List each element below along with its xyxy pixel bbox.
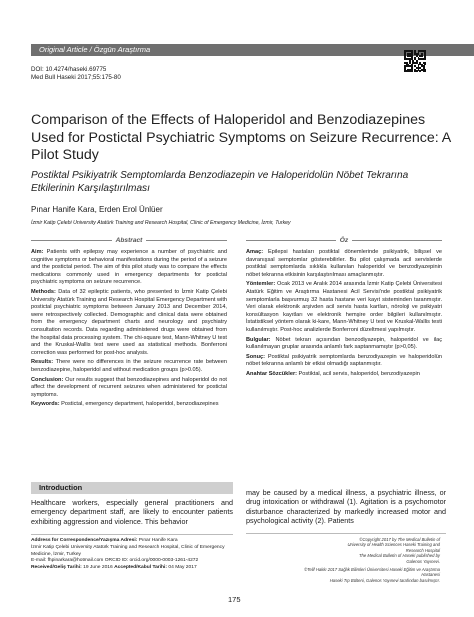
doi-text[interactable]: DOI: 10.4274/haseki.69775	[31, 66, 107, 73]
oz-amac	[246, 249, 442, 279]
introduction-heading-label: Introduction	[39, 483, 83, 492]
text: Nöbet tekrarı açısından benzodiyazepin, haloperidol ve ilaç kullanılmayan gruplar arasında anlamlı fark saptanmamıştır (p>0,05).	[246, 336, 442, 351]
value: 19 June 2016	[81, 565, 115, 571]
label: Amaç:	[246, 249, 264, 255]
correspondence-address: Medicine, İzmir, Turkey	[31, 551, 82, 557]
article-subtitle: Postiktal Psikiyatrik Semptomlarda Benzodiazepin ve Haloperidolün Nöbet Tekrarına Etkilerinin Karşılaştırılması	[31, 170, 409, 194]
journal-reference: Med Bull Haseki 2017;55:175-80	[31, 74, 121, 81]
name: Pınar Hanife Kara	[137, 538, 178, 543]
label: Yöntemler:	[246, 281, 276, 288]
abstract-heading	[31, 236, 227, 245]
oz-yontemler	[246, 281, 442, 334]
abstract-conclusion	[31, 377, 227, 400]
text: Data of 32 epileptic patients, who presented to İzmir Katip Çelebi University Atatürk Training and Research Hospital Emergency Department with postictal psychiatric symptoms between January 2013 and December 2014, were retrospectively collected. Demographic and clinical data were obtained from the emergency department charts and neurology and psychiatry consultation records. Data regarding administered drugs were obtained from the hospital data processing system. The chi-square test, Mann-Whitney U test and the Kruskal-Wallis test were used as statistical methods. Bonferroni correction was performed for post-hoc analysis.	[31, 288, 227, 356]
footnote-divider	[246, 533, 446, 534]
oz-anahtar	[246, 371, 442, 379]
dates-line	[31, 565, 246, 572]
text: Epilepsi hastaları postiktal dönemlerinde psikiyatrik, bilişsel ve davranışsal semptomlar gösterebilirler. Bu pilot çalışmada acil servislerde postiktal semptomlarda sıklıkla kullanılan haloperidol ve benzodiyazepinin nöbet tekrarına etkisinin karşılaştırılması amaçlanmıştır.	[246, 249, 442, 278]
oz-sonuc	[246, 354, 442, 369]
copyright-line: Haseki Tıp Bülteni, Galenos Yayınevi tarafından basılmıştır.	[329, 577, 440, 583]
copyright-line: ©Telif Hakkı 2017 Sağlık Bilimleri Üniversitesi Haseki Eğitim ve Araştırma Hastanesi	[304, 567, 440, 578]
copyright-line: Research Hospital	[405, 547, 440, 553]
correspondence-address: İzmir Katip Çelebi University Atatürk Training and Research Hospital, Clinic of Emergency	[31, 544, 225, 550]
qr-code-icon	[404, 50, 426, 72]
label: Conclusion:	[31, 376, 64, 383]
affiliation: İzmir Katip Çelebi University Atatürk Training and Research Hospital, Clinic of Emergency Medicine, İzmir, Turkey	[31, 220, 291, 226]
correspondence-line	[31, 538, 246, 545]
qr-module	[411, 70, 413, 72]
authors: Pınar Hanife Kara, Erden Erol Ünlüer	[31, 205, 163, 214]
abstract-turkish	[246, 249, 442, 381]
introduction-heading	[31, 482, 233, 494]
abstract-methods	[31, 289, 227, 357]
divider	[146, 240, 227, 241]
qr-module	[424, 70, 426, 72]
text: Postiktal psikiyatrik semptomlarda benzodiyazepin ve haloperidolün nöbet tekrarına anlamlı bir etkisi olmadığı saptanmıştır.	[246, 353, 442, 368]
copyright-block	[330, 537, 440, 564]
abstract-heading-label: Abstract	[115, 237, 143, 244]
qr-module	[419, 70, 421, 72]
abstract-aim	[31, 249, 227, 287]
copyright-line: The Medical Bulletin of Haseki published by	[358, 553, 440, 559]
label: Keywords:	[31, 401, 60, 408]
text: Patients with epilepsy may experience a number of psychiatric and cognitive symptoms or behavioral manifestations during the period of a seizure and the postictal period. The aim of this pilot study was to compare the effects medications commonly used in emergency departments for postictal psychiatric symptoms on seizure recurrence.	[31, 249, 227, 286]
label: Bulgular:	[246, 336, 271, 343]
abstract-results	[31, 359, 227, 374]
value: 04 May 2017	[167, 565, 197, 571]
text: Postiktal, acil servis, haloperidol, benzodiyazepin	[296, 370, 420, 377]
label: Methods:	[31, 288, 56, 295]
abstract-english	[31, 249, 227, 411]
text: Ocak 2013 ve Aralık 2014 arasında İzmir Katip Çelebi Üniversitesi Atatürk Eğitim ve Araştırma Hastanesi Acil Servisi'nde postiktal psikiyatrik semptomlarla başvurmuş 32 hasta hastane veri kayıt sisteminden taranmıştır. Veri olarak elektronik arşivden acil servis hasta kartları, nöroloji ve psikiyatri konsültasyon kayıtları ve elektronik hemşire order bilgileri kullanılmıştır. İstatistiksel yöntem olarak ki-kare, Mann-Whitney U test ve Kruskal-Wallis testi kullanılmıştır. Post-hoc analizlerde Bonferroni düzeltmesi yapılmıştır.	[246, 281, 442, 333]
copyright-line: Galenos Yayınevi.	[406, 558, 440, 564]
copyright-line: ©Copyright 2017 by The Medical Bulletin of	[359, 537, 440, 542]
oz-heading-label: Öz	[339, 237, 349, 244]
label: Aim:	[31, 249, 44, 255]
label: Received/Geliş Tarihi:	[31, 565, 82, 571]
copyright-line: University of Health Sciences Haseki Training and	[347, 542, 440, 548]
text: There were no differences in the seizure recurrence rate between benzodiazepine, haloperidol and without medication groups (p>0.05).	[31, 359, 227, 373]
qr-module	[416, 70, 418, 72]
divider	[31, 240, 112, 241]
abstract-keywords	[31, 401, 227, 409]
text: Postictal, emergency department, haloperidol, benzodiazepines	[59, 401, 219, 408]
footnote-divider	[31, 534, 233, 535]
qr-module	[424, 64, 426, 66]
label: Results:	[31, 359, 54, 366]
introduction-text-right: may be caused by a medical illness, a psychiatric illness, or drug intoxication or withdrawal (1). Agitation is a psychomotor disturbance characterized by markedly increased motor and psychological activity (2). Patients	[246, 488, 446, 526]
oz-heading	[246, 236, 442, 245]
text: Our results suggest that benzodiazepines and haloperidol do not affect the development of recurrent seizures when administered for postictal symptoms.	[31, 376, 227, 398]
label: Accepted/Kabul Tarihi:	[114, 565, 168, 571]
divider	[352, 240, 442, 241]
label: Address for Correspondence/Yazışma Adresi:	[31, 538, 138, 543]
article-title: Comparison of the Effects of Haloperidol and Benzodiazepines Used for Postictal Psychiatric Symptoms on Seizure Recurrence: A Pilot Study	[31, 112, 451, 163]
page-number: 175	[228, 595, 241, 604]
oz-bulgular	[246, 337, 442, 352]
correspondence-contact[interactable]: E-mail: fhpinarkara@hotmail.com ORCID ID: orcid.org/0000-0003-1261-4272	[31, 558, 199, 564]
label: Anahtar Sözcükler:	[246, 370, 297, 377]
article-type-label: Original Article / Özgün Araştırma	[39, 45, 151, 54]
qr-module	[424, 58, 426, 60]
qr-module	[421, 55, 423, 57]
doi-block	[31, 66, 121, 82]
divider	[246, 240, 336, 241]
introduction-text-left: Healthcare workers, especially general practitioners and emergency department staff, are likely to encounter patients exhibiting aggression and violence. This behavior	[31, 498, 233, 526]
correspondence-block	[31, 538, 246, 572]
label: Sonuç:	[246, 353, 265, 360]
copyright-block-turkish	[300, 567, 440, 583]
